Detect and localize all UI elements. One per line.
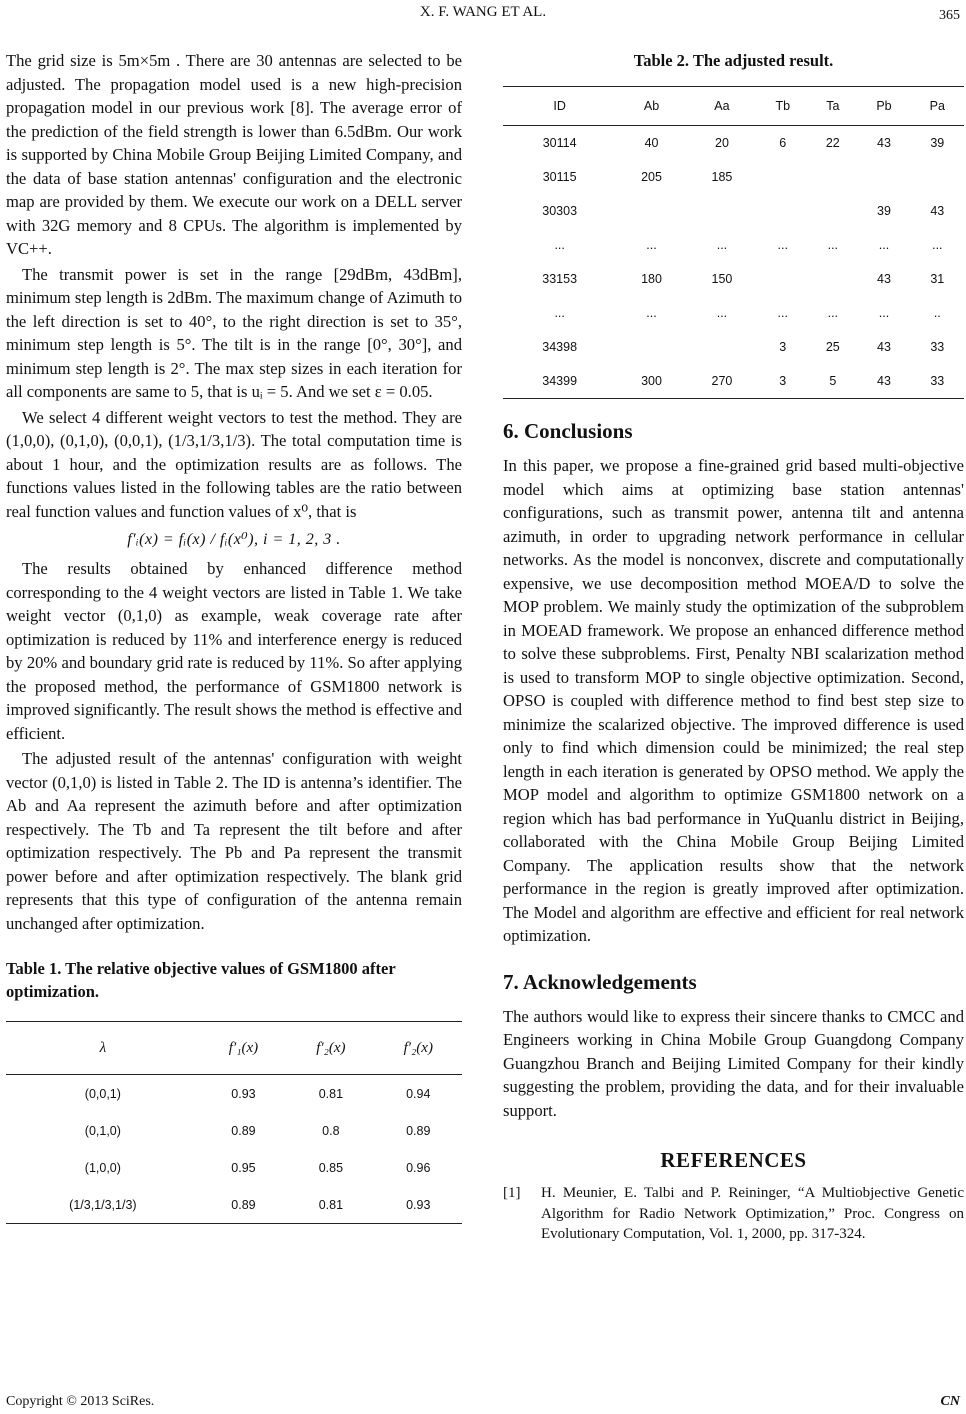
table-cell: ...	[646, 238, 657, 252]
table-cell: 0.93	[375, 1186, 462, 1224]
table2-header: Tb	[757, 87, 808, 126]
table-cell: ...	[716, 238, 728, 252]
table-cell: (1/3,1/3,1/3)	[6, 1186, 200, 1224]
table-cell: 180	[641, 272, 662, 286]
table-cell: 0.8	[322, 1123, 340, 1138]
table-cell	[808, 262, 857, 296]
table-cell: 0.81	[318, 1086, 344, 1101]
table-cell: 34398	[542, 340, 578, 354]
table1	[6, 1021, 462, 1224]
table-cell: 25	[825, 340, 840, 354]
conclusions-heading: 6. Conclusions	[503, 419, 633, 443]
left-column	[6, 49, 462, 1224]
conclusions-paragraph: In this paper, we propose a fine-grained grid based multi-objective model which aims at optimizing base station antennas' configurations, such as transmit power, antenna tilt and antenna azimuth, in order to upgrading network performance in cellular networks. As the model is nonconvex, discrete and computationally expensive, we use decomposition method MOEA/D to solve the MOP problem. We mainly study the optimization of the subproblem in MOEAD framework. We propose an enhanced difference method to solve these subproblems. First, Penalty NBI scalarization method is used to transform MOP to single objective optimization. Second, OPSO is coupled with difference method to find best step size to minimize the scalarized objective. The improved difference is used only to find which dimension could be minimized; the real step length in each iteration is generated by OPSO method. We apply the MOP model and algorithm to optimize GSM1800 network on a region which has bad performance in YuQuanlu district in Beijing, collaborated with the China Mobile Group Beijing Limited Company. The application results show that the network performance in the region is greatly improved after optimization. The Model and algorithm are effective and efficient for real network optimization.	[503, 456, 964, 945]
table-cell: 40	[644, 136, 659, 150]
table-cell: ...	[878, 238, 890, 252]
table-cell: 0.89	[231, 1123, 256, 1138]
table2-header: Ab	[616, 87, 686, 126]
table-row	[6, 1149, 462, 1186]
table-cell: 0.94	[406, 1086, 431, 1101]
table1-caption: Table 1. The relative objective values of GSM1800 after optimization.	[6, 959, 396, 1001]
table-row	[6, 1112, 462, 1149]
table-row	[503, 296, 964, 330]
table1-header: f′₂(x)	[287, 1022, 374, 1075]
table1-header: λ	[6, 1022, 200, 1075]
table-cell: 150	[711, 272, 733, 286]
journal-abbreviation: CN	[940, 1394, 960, 1409]
table-cell: 39	[877, 204, 891, 218]
table-row	[6, 1186, 462, 1224]
table-cell: 270	[687, 364, 757, 399]
table-cell: 33	[911, 364, 964, 399]
references-heading: REFERENCES	[660, 1148, 807, 1172]
table-cell: ..	[933, 306, 941, 320]
reference-number: [1]	[503, 1185, 521, 1201]
table-cell: 43	[857, 364, 910, 399]
table-cell	[687, 330, 757, 364]
table-cell: 3	[757, 364, 808, 399]
table-cell	[757, 160, 808, 194]
table-cell	[687, 194, 757, 228]
table-cell: 31	[930, 272, 945, 286]
table-cell	[616, 330, 686, 364]
table-cell: ...	[777, 306, 788, 320]
table-cell	[911, 160, 964, 194]
table-cell: 33	[930, 340, 945, 354]
table-row	[503, 160, 964, 194]
table-cell: (0,1,0)	[84, 1123, 121, 1138]
table-cell: 205	[641, 170, 662, 184]
reference-text: H. Meunier, E. Talbi and P. Reininger, “A Multiobjective Genetic Algorithm for Radio Network Optimization,” Proc. Congress on Evolutionary Computation, Vol. 1, 2000, pp. 317-324.	[541, 1185, 964, 1242]
copyright-notice: Copyright © 2013 SciRes.	[6, 1394, 155, 1409]
table-cell: ...	[777, 238, 788, 252]
paragraph-weight-vectors: We select 4 different weight vectors to test the method. They are (1,0,0), (0,1,0), (0,0,1), (1/3,1/3,1/3). The total computation time is about 1 hour, and the optimization results are as follows. The functions values listed in the following tables are the ratio between real function values and function values of x⁰, that is	[6, 407, 462, 521]
table-cell: 43	[877, 340, 891, 354]
table2-header-row	[503, 87, 964, 126]
page-number: 365	[939, 8, 960, 23]
table-cell: 30115	[542, 170, 577, 184]
table-cell: 22	[825, 136, 840, 150]
acknowledgements-paragraph: The authors would like to express their sincere thanks to CMCC and Engineers working in China Mobile Group Guangdong Company Guangzhou Branch and Beijing Limited Company for their kindly suggesting the problem, providing the data, and for their invaluable support.	[503, 1006, 964, 1120]
ratio-equation: f′ᵢ(x) = fᵢ(x) / fᵢ(x⁰), i = 1, 2, 3 .	[127, 531, 341, 548]
table2-caption: Table 2. The adjusted result.	[633, 51, 834, 70]
table1-header-row	[6, 1022, 462, 1075]
table-cell: 300	[616, 364, 686, 399]
table-cell: 0.95	[231, 1160, 256, 1175]
table-cell: ...	[716, 306, 728, 320]
table-cell: 39	[930, 136, 945, 150]
table-cell: ...	[554, 238, 565, 252]
table-cell: 20	[715, 136, 729, 150]
table-cell: 0.96	[406, 1160, 431, 1175]
table-row	[503, 194, 964, 228]
acknowledgements-heading: 7. Acknowledgements	[503, 969, 697, 994]
paragraph-transmit-power: The transmit power is set in the range [29dBm, 43dBm], minimum step length is 2dBm. The maximum change of Azimuth to the left direction is set to 40°, to the right direction is set to 35°, minimum step length is 5°. The tilt is in the range [0°, 30°], and minimum step length is 2°. The max step sizes in each iteration for all components are same to 5, that is uᵢ = 5. And we set ε = 0.05.	[6, 264, 462, 401]
table-cell: ...	[827, 238, 839, 252]
table-cell: 0.81	[287, 1186, 374, 1224]
table-cell: 0.85	[318, 1160, 344, 1175]
table-row	[6, 1075, 462, 1113]
table-cell: 3	[779, 340, 787, 354]
table2	[503, 86, 964, 399]
table2-header: Pb	[857, 87, 910, 126]
table-cell: 6	[779, 136, 787, 150]
table-cell: 0.93	[231, 1086, 256, 1101]
paragraph-results: The results obtained by enhanced difference method corresponding to the 4 weight vectors are listed in Table 1. We take weight vector (0,1,0) as example, weak coverage rate after optimization is reduced by 11% and interference energy is reduced by 20% and boundary grid rate is reduced by 11%. So after applying the proposed method, the performance of GSM1800 network is improved significantly. The result shows the method is effective and efficient.	[6, 559, 462, 743]
table-cell: 33153	[542, 272, 578, 286]
running-title: X. F. WANG ET AL.	[419, 4, 547, 20]
table-cell: 0.89	[406, 1123, 431, 1138]
table-cell: (1,0,0)	[84, 1160, 121, 1175]
table-cell: ...	[554, 306, 565, 320]
table-row	[503, 228, 964, 262]
table-cell: 43	[930, 204, 945, 218]
table-cell: 34399	[503, 364, 616, 399]
table-row	[503, 126, 964, 161]
table-row	[503, 364, 964, 399]
reference-item	[503, 1183, 964, 1245]
table2-header: Aa	[687, 87, 757, 126]
paragraph-grid-size: The grid size is 5m×5m . There are 30 antennas are selected to be adjusted. The propagation model used is a new high-precision propagation model in our previous work [8]. The average error of the prediction of the field strength is lower than 6.5dBm. Our work is supported by China Mobile Group Beijing Limited Company, and the data of base station antennas' configuration and the electronic map are provided by them. We execute our work on a DELL server with 32G memory and 8 CPUs. The algorithm is implemented by VC++.	[6, 51, 462, 258]
page-header	[0, 4, 966, 28]
table-cell: (0,0,1)	[84, 1086, 121, 1101]
table-cell	[808, 160, 857, 194]
paragraph-adjusted-result: The adjusted result of the antennas' configuration with weight vector (0,1,0) is listed in Table 2. The ID is antenna’s identifier. The Ab and Aa represent the azimuth before and after optimization respectively. The Tb and Ta represent the tilt before and after optimization respectively. The Pb and Pa represent the transmit power before and after optimization respectively. The blank grid represents that this type of configuration of the antenna remain unchanged after optimization.	[6, 749, 462, 933]
table-cell	[857, 160, 910, 194]
table2-header: ID	[503, 87, 616, 126]
table-cell: ...	[646, 306, 657, 320]
table-cell: 30114	[542, 136, 577, 150]
table-cell: 185	[711, 170, 733, 184]
table-cell: 0.89	[200, 1186, 287, 1224]
table-cell	[808, 194, 857, 228]
table-cell: ...	[827, 306, 839, 320]
right-column	[503, 49, 964, 1245]
table-cell	[757, 262, 808, 296]
table-row	[503, 262, 964, 296]
table-cell: ...	[878, 306, 890, 320]
table-cell: 43	[877, 272, 891, 286]
table-cell: ...	[932, 238, 943, 252]
table-cell	[616, 194, 686, 228]
table-cell: 43	[877, 136, 891, 150]
table2-header: Pa	[911, 87, 964, 126]
table1-header: f′₂(x)	[375, 1022, 462, 1075]
table-row	[503, 330, 964, 364]
table-cell: 30303	[542, 204, 578, 218]
table2-header: Ta	[808, 87, 857, 126]
table1-header: f′₁(x)	[200, 1022, 287, 1075]
table-cell: 5	[808, 364, 857, 399]
table-cell	[757, 194, 808, 228]
